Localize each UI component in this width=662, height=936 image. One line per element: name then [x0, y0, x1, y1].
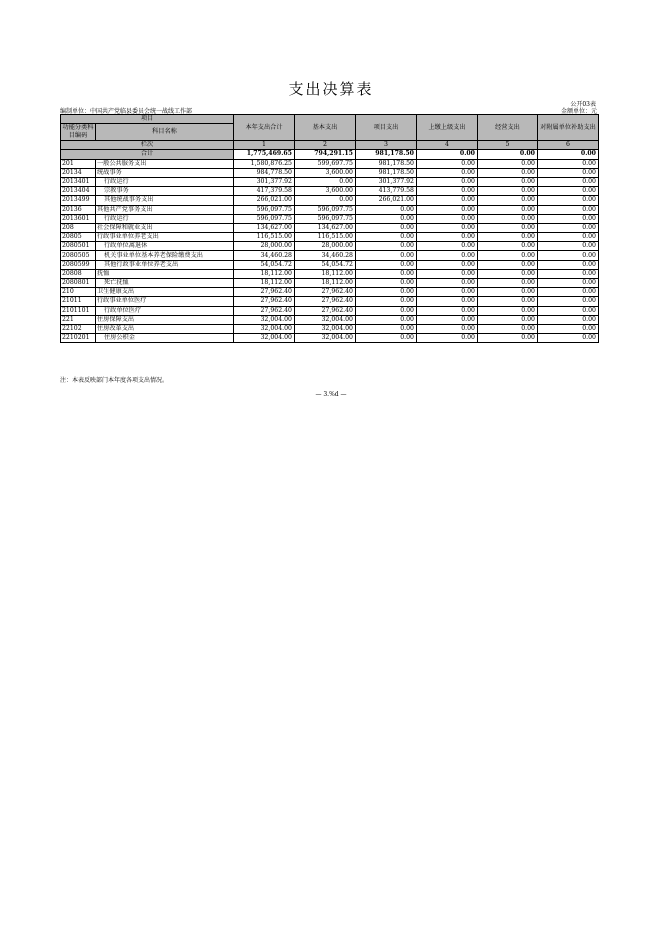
row-value: 0.00	[356, 251, 417, 260]
row-value: 0.00	[356, 288, 417, 297]
row-code: 2080501	[61, 242, 96, 251]
row-code: 20136	[61, 205, 96, 214]
col-num-1: 1	[234, 141, 295, 150]
row-subject-name: 统战事务	[96, 168, 234, 177]
row-value: 134,627.00	[234, 223, 295, 232]
header-col-3: 项目支出	[356, 115, 417, 141]
row-value: 0.00	[538, 159, 599, 168]
total-value: 1,775,469.65	[234, 150, 295, 159]
row-value: 0.00	[356, 260, 417, 269]
row-value: 28,000.00	[234, 242, 295, 251]
row-value: 0.00	[478, 233, 538, 242]
row-value: 301,377.92	[234, 177, 295, 186]
meta-row	[60, 106, 597, 114]
row-value: 0.00	[538, 233, 599, 242]
header-func-code: 功能分类科目编码	[61, 124, 96, 141]
row-value: 0.00	[417, 260, 478, 269]
row-value: 0.00	[478, 168, 538, 177]
row-value: 27,962.40	[234, 297, 295, 306]
row-value: 27,962.40	[295, 306, 356, 315]
row-value: 27,962.40	[295, 297, 356, 306]
row-value: 0.00	[356, 297, 417, 306]
row-subject-name: 抚恤	[96, 269, 234, 278]
row-value: 116,515.00	[234, 233, 295, 242]
row-value: 0.00	[417, 242, 478, 251]
row-value: 0.00	[478, 223, 538, 232]
row-value: 596,097.75	[295, 205, 356, 214]
row-value: 0.00	[417, 177, 478, 186]
table-note: 注：本表反映部门本年度各项支出情况。	[60, 377, 169, 384]
row-code: 2210201	[61, 334, 96, 343]
row-value: 413,779.58	[356, 187, 417, 196]
table-row	[61, 187, 599, 196]
row-value: 0.00	[538, 223, 599, 232]
row-value: 0.00	[417, 269, 478, 278]
row-value: 0.00	[417, 159, 478, 168]
row-value: 0.00	[538, 324, 599, 333]
row-value: 0.00	[417, 214, 478, 223]
header-project: 项目	[61, 115, 234, 124]
row-subject-name: 其他共产党事务支出	[96, 205, 234, 214]
unit-label: 金额单位：元	[560, 108, 597, 115]
row-code: 2080599	[61, 260, 96, 269]
total-row	[61, 150, 599, 159]
row-value: 0.00	[417, 168, 478, 177]
row-value: 0.00	[478, 159, 538, 168]
row-value: 0.00	[538, 187, 599, 196]
table-row	[61, 306, 599, 315]
row-value: 0.00	[538, 288, 599, 297]
row-value: 0.00	[417, 288, 478, 297]
row-subject-name: 社会保障和就业支出	[96, 223, 234, 232]
row-subject-name: 住房改革支出	[96, 324, 234, 333]
row-code: 2013499	[61, 196, 96, 205]
row-value: 599,697.75	[295, 159, 356, 168]
row-code: 20808	[61, 269, 96, 278]
row-value: 0.00	[417, 279, 478, 288]
header-col-6: 对附属单位补助支出	[538, 115, 599, 141]
row-value: 0.00	[478, 196, 538, 205]
row-value: 32,004.00	[234, 315, 295, 324]
col-num-3: 3	[356, 141, 417, 150]
row-value: 32,004.00	[295, 324, 356, 333]
row-value: 0.00	[417, 205, 478, 214]
row-value: 32,004.00	[295, 334, 356, 343]
row-value: 266,021.00	[234, 196, 295, 205]
row-value: 0.00	[538, 297, 599, 306]
row-code: 21011	[61, 297, 96, 306]
row-value: 27,962.40	[234, 306, 295, 315]
row-value: 417,379.58	[234, 187, 295, 196]
row-code: 2013404	[61, 187, 96, 196]
table-row	[61, 159, 599, 168]
row-subject-name: 卫生健康支出	[96, 288, 234, 297]
row-value: 0.00	[295, 196, 356, 205]
row-value: 0.00	[478, 269, 538, 278]
row-value: 0.00	[417, 306, 478, 315]
table-row	[61, 242, 599, 251]
row-code: 2080801	[61, 279, 96, 288]
row-value: 0.00	[478, 288, 538, 297]
total-value: 0.00	[417, 150, 478, 159]
row-value: 0.00	[478, 315, 538, 324]
row-subject-name: 行政事业单位医疗	[96, 297, 234, 306]
row-value: 0.00	[356, 315, 417, 324]
row-value: 981,178.50	[356, 168, 417, 177]
col-num-5: 5	[478, 141, 538, 150]
row-value: 0.00	[538, 205, 599, 214]
row-value: 0.00	[478, 251, 538, 260]
row-value: 32,004.00	[234, 334, 295, 343]
row-value: 0.00	[417, 233, 478, 242]
row-value: 0.00	[538, 242, 599, 251]
row-subject-name: 行政单位医疗	[96, 306, 234, 315]
header-col-5: 经营支出	[478, 115, 538, 141]
header-col-2: 基本支出	[295, 115, 356, 141]
row-value: 984,778.50	[234, 168, 295, 177]
row-subject-name: 行政单位离退休	[96, 242, 234, 251]
row-value: 3,600.00	[295, 168, 356, 177]
row-value: 0.00	[478, 205, 538, 214]
row-code: 2013601	[61, 214, 96, 223]
row-value: 0.00	[356, 214, 417, 223]
row-value: 0.00	[417, 324, 478, 333]
row-value: 0.00	[478, 306, 538, 315]
row-subject-name: 行政运行	[96, 177, 234, 186]
row-code: 20805	[61, 233, 96, 242]
org-label: 编制单位：中国共产党临县委员会统一战线工作部	[60, 108, 193, 115]
row-value: 27,962.40	[295, 288, 356, 297]
row-value: 0.00	[538, 177, 599, 186]
row-subject-name: 住房保障支出	[96, 315, 234, 324]
page-number: — 3.%d —	[315, 391, 347, 398]
row-value: 27,962.40	[234, 288, 295, 297]
row-value: 0.00	[356, 334, 417, 343]
row-value: 0.00	[356, 306, 417, 315]
row-value: 981,178.50	[356, 159, 417, 168]
row-value: 0.00	[538, 214, 599, 223]
row-value: 18,112.00	[295, 279, 356, 288]
row-subject-name: 其他行政事业单位养老支出	[96, 260, 234, 269]
row-code: 20134	[61, 168, 96, 177]
row-subject-name: 住房公积金	[96, 334, 234, 343]
row-value: 34,460.28	[234, 251, 295, 260]
row-subject-name: 行政事业单位养老支出	[96, 233, 234, 242]
row-value: 134,627.00	[295, 223, 356, 232]
row-value: 28,000.00	[295, 242, 356, 251]
row-value: 18,112.00	[234, 269, 295, 278]
row-value: 0.00	[478, 334, 538, 343]
row-subject-name: 死亡抚恤	[96, 279, 234, 288]
row-value: 596,097.75	[234, 214, 295, 223]
row-subject-name: 其他统战事务支出	[96, 196, 234, 205]
table-row	[61, 223, 599, 232]
row-value: 0.00	[356, 324, 417, 333]
row-value: 32,004.00	[295, 315, 356, 324]
row-value: 0.00	[538, 251, 599, 260]
row-code: 2101101	[61, 306, 96, 315]
header-subject-name: 科目名称	[96, 124, 234, 141]
row-value: 0.00	[478, 279, 538, 288]
row-value: 0.00	[538, 334, 599, 343]
page-title: 支出决算表	[288, 80, 374, 98]
row-value: 0.00	[417, 315, 478, 324]
form-number: 公开03表	[570, 101, 596, 108]
row-value: 0.00	[538, 306, 599, 315]
row-value: 0.00	[538, 196, 599, 205]
row-value: 0.00	[538, 260, 599, 269]
row-value: 596,097.75	[295, 214, 356, 223]
row-subject-name: 一般公共服务支出	[96, 159, 234, 168]
row-value: 0.00	[417, 196, 478, 205]
row-value: 0.00	[417, 223, 478, 232]
row-code: 201	[61, 159, 96, 168]
lanci-label: 栏次	[61, 141, 234, 150]
row-value: 0.00	[356, 223, 417, 232]
row-value: 18,112.00	[234, 279, 295, 288]
row-value: 0.00	[478, 242, 538, 251]
table-row	[61, 324, 599, 333]
row-value: 0.00	[356, 205, 417, 214]
lanci-row	[61, 141, 599, 150]
row-value: 0.00	[478, 177, 538, 186]
row-value: 0.00	[417, 297, 478, 306]
row-value: 34,460.28	[295, 251, 356, 260]
table-row	[61, 205, 599, 214]
table-row	[61, 233, 599, 242]
total-value: 981,178.50	[356, 150, 417, 159]
row-subject-name: 机关事业单位基本养老保险缴费支出	[96, 251, 234, 260]
row-code: 22102	[61, 324, 96, 333]
row-code: 2013401	[61, 177, 96, 186]
table-row	[61, 315, 599, 324]
table-row	[61, 297, 599, 306]
row-value: 0.00	[417, 334, 478, 343]
row-code: 2080505	[61, 251, 96, 260]
table-row	[61, 260, 599, 269]
header-col-4: 上缴上级支出	[417, 115, 478, 141]
total-value: 0.00	[478, 150, 538, 159]
row-value: 54,054.72	[234, 260, 295, 269]
row-value: 0.00	[538, 269, 599, 278]
row-value: 0.00	[356, 233, 417, 242]
row-value: 1,580,876.25	[234, 159, 295, 168]
table-row	[61, 288, 599, 297]
row-value: 3,600.00	[295, 187, 356, 196]
row-subject-name: 宗教事务	[96, 187, 234, 196]
row-value: 116,515.00	[295, 233, 356, 242]
row-value: 0.00	[478, 297, 538, 306]
row-value: 0.00	[538, 315, 599, 324]
table-row	[61, 177, 599, 186]
total-value: 0.00	[538, 150, 599, 159]
expenditure-table	[60, 114, 599, 343]
row-value: 0.00	[538, 168, 599, 177]
table-row	[61, 334, 599, 343]
row-value: 0.00	[538, 279, 599, 288]
row-value: 0.00	[417, 187, 478, 196]
row-value: 0.00	[356, 242, 417, 251]
table-row	[61, 279, 599, 288]
row-value: 18,112.00	[295, 269, 356, 278]
table-row	[61, 168, 599, 177]
row-subject-name: 行政运行	[96, 214, 234, 223]
table-row	[61, 269, 599, 278]
row-value: 301,377.92	[356, 177, 417, 186]
row-code: 210	[61, 288, 96, 297]
table-row	[61, 251, 599, 260]
row-value: 0.00	[478, 187, 538, 196]
col-num-6: 6	[538, 141, 599, 150]
row-value: 0.00	[356, 279, 417, 288]
row-value: 266,021.00	[356, 196, 417, 205]
row-value: 0.00	[478, 260, 538, 269]
row-value: 32,004.00	[234, 324, 295, 333]
col-num-2: 2	[295, 141, 356, 150]
row-value: 0.00	[295, 177, 356, 186]
row-value: 0.00	[478, 324, 538, 333]
row-code: 221	[61, 315, 96, 324]
table-row	[61, 196, 599, 205]
table-row	[61, 214, 599, 223]
col-num-4: 4	[417, 141, 478, 150]
total-label: 合计	[61, 150, 234, 159]
row-value: 596,097.75	[234, 205, 295, 214]
row-value: 54,054.72	[295, 260, 356, 269]
header-row-project	[61, 115, 599, 124]
row-value: 0.00	[478, 214, 538, 223]
row-value: 0.00	[356, 269, 417, 278]
header-col-1: 本年支出合计	[234, 115, 295, 141]
total-value: 794,291.15	[295, 150, 356, 159]
row-code: 208	[61, 223, 96, 232]
row-value: 0.00	[417, 251, 478, 260]
